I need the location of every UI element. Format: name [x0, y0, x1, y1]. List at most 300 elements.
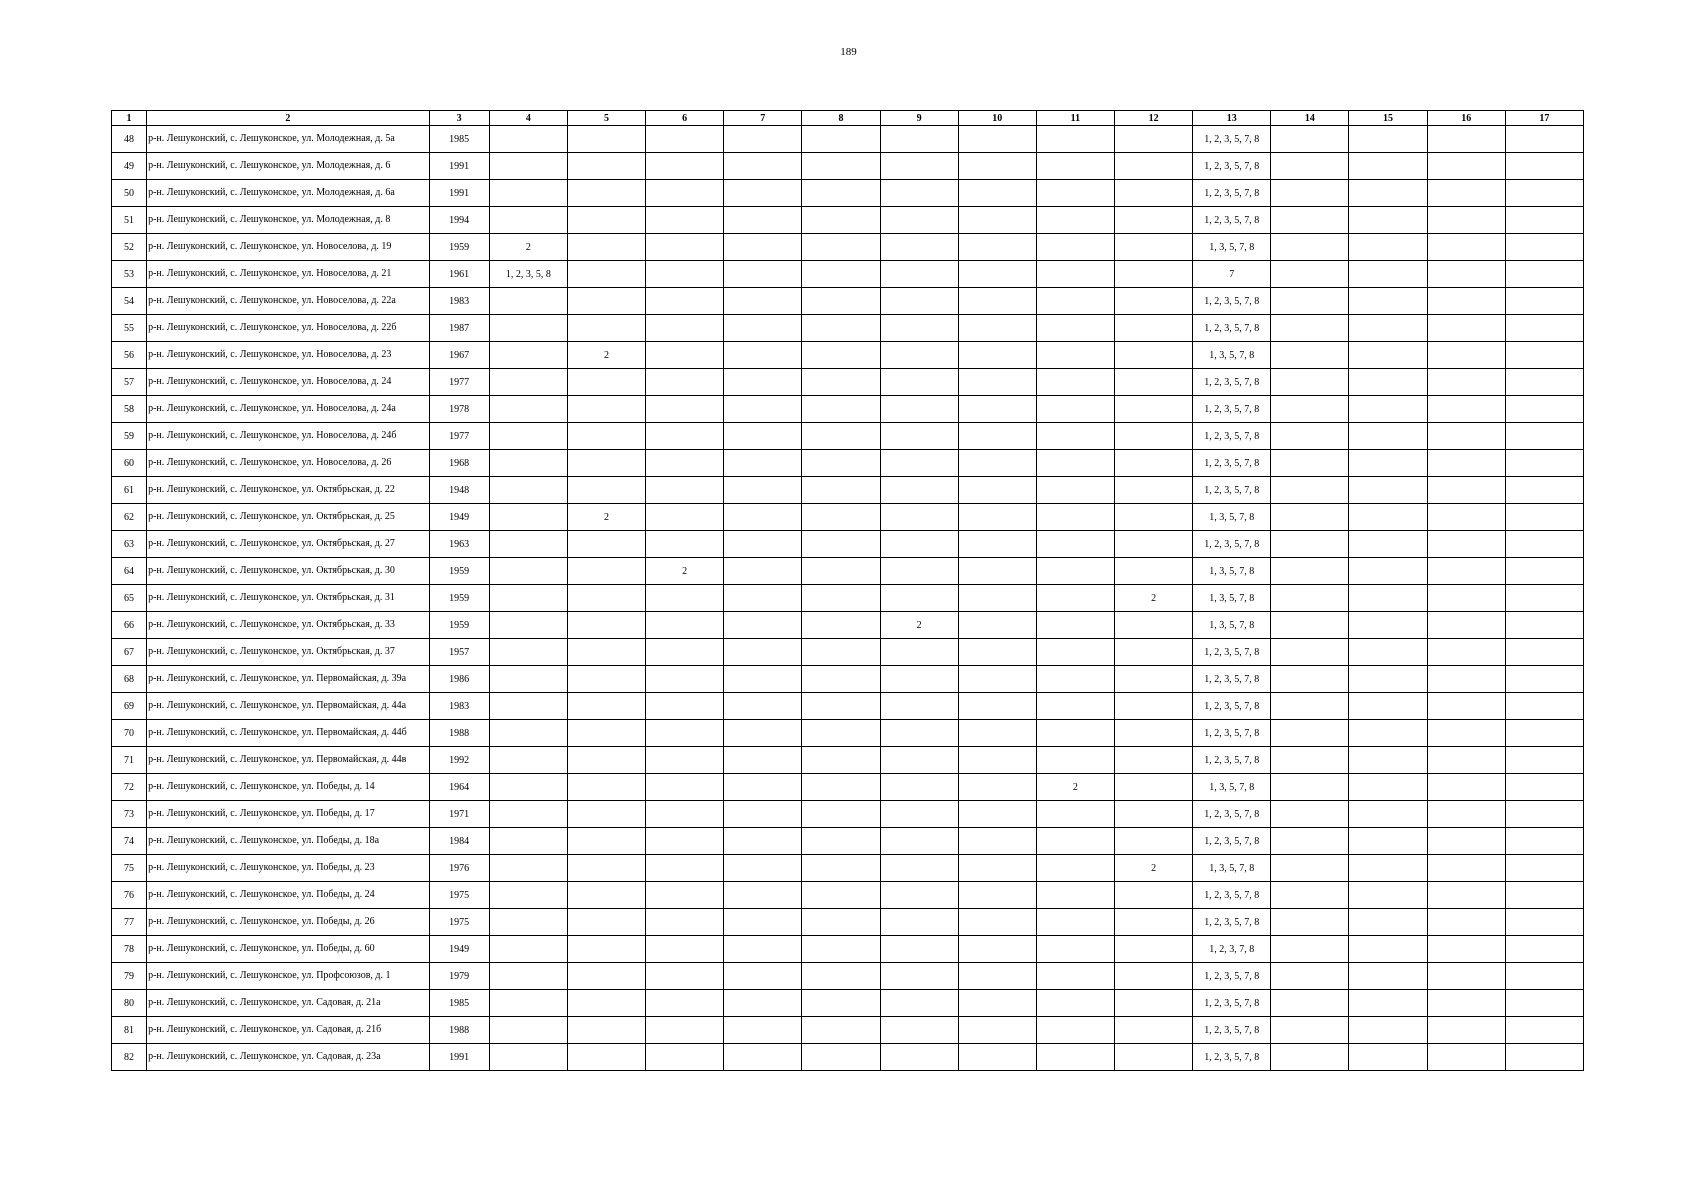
cell-col-13: 1, 2, 3, 5, 7, 8 [1193, 207, 1271, 234]
cell-col-7 [724, 1044, 802, 1071]
cell-col-17 [1505, 126, 1583, 153]
cell-col-16 [1427, 855, 1505, 882]
cell-col-11 [1036, 261, 1114, 288]
cell-col-5 [567, 990, 645, 1017]
cell-col-11 [1036, 477, 1114, 504]
column-header: 11 [1036, 111, 1114, 126]
row-number-cell: 61 [112, 477, 147, 504]
cell-col-16 [1427, 315, 1505, 342]
year-cell: 1963 [429, 531, 489, 558]
cell-col-12 [1114, 450, 1192, 477]
column-header: 10 [958, 111, 1036, 126]
cell-col-7 [724, 180, 802, 207]
cell-col-14 [1271, 531, 1349, 558]
cell-col-13: 1, 2, 3, 5, 7, 8 [1193, 531, 1271, 558]
cell-col-12 [1114, 342, 1192, 369]
column-header: 16 [1427, 111, 1505, 126]
row-number-cell: 52 [112, 234, 147, 261]
cell-col-9 [880, 288, 958, 315]
cell-col-5 [567, 315, 645, 342]
cell-col-13: 7 [1193, 261, 1271, 288]
cell-col-14 [1271, 558, 1349, 585]
cell-col-17 [1505, 612, 1583, 639]
cell-col-6 [646, 207, 724, 234]
cell-col-4: 2 [489, 234, 567, 261]
cell-col-8 [802, 747, 880, 774]
table-row [112, 396, 1584, 423]
cell-col-17 [1505, 288, 1583, 315]
cell-col-6 [646, 936, 724, 963]
row-number-cell: 50 [112, 180, 147, 207]
cell-col-6 [646, 801, 724, 828]
cell-col-8 [802, 531, 880, 558]
year-cell: 1959 [429, 234, 489, 261]
year-cell: 1985 [429, 990, 489, 1017]
cell-col-9 [880, 585, 958, 612]
cell-col-6 [646, 477, 724, 504]
address-cell: р-н. Лешуконский, с. Лешуконское, ул. Октябрьская, д. 33 [147, 612, 430, 639]
cell-col-12: 2 [1114, 855, 1192, 882]
cell-col-13: 1, 3, 5, 7, 8 [1193, 234, 1271, 261]
cell-col-16 [1427, 504, 1505, 531]
cell-col-16 [1427, 126, 1505, 153]
cell-col-4 [489, 288, 567, 315]
cell-col-5 [567, 774, 645, 801]
address-cell: р-н. Лешуконский, с. Лешуконское, ул. Первомайская, д. 44а [147, 693, 430, 720]
cell-col-10 [958, 828, 1036, 855]
cell-col-7 [724, 396, 802, 423]
cell-col-17 [1505, 585, 1583, 612]
table-row [112, 612, 1584, 639]
cell-col-14 [1271, 126, 1349, 153]
table-row [112, 153, 1584, 180]
cell-col-11 [1036, 288, 1114, 315]
cell-col-6 [646, 450, 724, 477]
cell-col-9 [880, 990, 958, 1017]
address-cell: р-н. Лешуконский, с. Лешуконское, ул. Новоселова, д. 23 [147, 342, 430, 369]
cell-col-16 [1427, 180, 1505, 207]
cell-col-14 [1271, 153, 1349, 180]
year-cell: 1984 [429, 828, 489, 855]
cell-col-9 [880, 666, 958, 693]
cell-col-17 [1505, 369, 1583, 396]
cell-col-11 [1036, 747, 1114, 774]
row-number-cell: 57 [112, 369, 147, 396]
cell-col-8 [802, 1017, 880, 1044]
cell-col-5 [567, 936, 645, 963]
cell-col-16 [1427, 693, 1505, 720]
cell-col-15 [1349, 180, 1427, 207]
address-cell: р-н. Лешуконский, с. Лешуконское, ул. Новоселова, д. 26 [147, 450, 430, 477]
cell-col-17 [1505, 909, 1583, 936]
cell-col-13: 1, 2, 3, 5, 7, 8 [1193, 990, 1271, 1017]
table-row [112, 855, 1584, 882]
cell-col-10 [958, 612, 1036, 639]
row-number-cell: 53 [112, 261, 147, 288]
cell-col-16 [1427, 585, 1505, 612]
cell-col-15 [1349, 450, 1427, 477]
cell-col-15 [1349, 612, 1427, 639]
cell-col-13: 1, 2, 3, 5, 7, 8 [1193, 288, 1271, 315]
cell-col-10 [958, 720, 1036, 747]
cell-col-11 [1036, 612, 1114, 639]
cell-col-4 [489, 747, 567, 774]
column-header: 12 [1114, 111, 1192, 126]
column-header: 9 [880, 111, 958, 126]
cell-col-4 [489, 828, 567, 855]
cell-col-12 [1114, 477, 1192, 504]
cell-col-14 [1271, 666, 1349, 693]
table-row [112, 585, 1584, 612]
year-cell: 1991 [429, 1044, 489, 1071]
address-cell: р-н. Лешуконский, с. Лешуконское, ул. Новоселова, д. 24 [147, 369, 430, 396]
cell-col-9 [880, 342, 958, 369]
cell-col-7 [724, 909, 802, 936]
cell-col-16 [1427, 369, 1505, 396]
cell-col-16 [1427, 153, 1505, 180]
cell-col-17 [1505, 882, 1583, 909]
row-number-cell: 67 [112, 639, 147, 666]
cell-col-6 [646, 909, 724, 936]
row-number-cell: 81 [112, 1017, 147, 1044]
cell-col-11 [1036, 153, 1114, 180]
cell-col-14 [1271, 315, 1349, 342]
cell-col-12 [1114, 234, 1192, 261]
year-cell: 1983 [429, 288, 489, 315]
column-header: 6 [646, 111, 724, 126]
cell-col-13: 1, 2, 3, 5, 7, 8 [1193, 450, 1271, 477]
cell-col-10 [958, 126, 1036, 153]
cell-col-12 [1114, 639, 1192, 666]
cell-col-16 [1427, 747, 1505, 774]
cell-col-14 [1271, 828, 1349, 855]
cell-col-15 [1349, 153, 1427, 180]
address-cell: р-н. Лешуконский, с. Лешуконское, ул. Новоселова, д. 22а [147, 288, 430, 315]
cell-col-14 [1271, 612, 1349, 639]
cell-col-15 [1349, 1017, 1427, 1044]
cell-col-7 [724, 774, 802, 801]
cell-col-9 [880, 720, 958, 747]
cell-col-8 [802, 990, 880, 1017]
cell-col-4 [489, 126, 567, 153]
cell-col-5 [567, 261, 645, 288]
cell-col-16 [1427, 801, 1505, 828]
address-cell: р-н. Лешуконский, с. Лешуконское, ул. Новоселова, д. 19 [147, 234, 430, 261]
cell-col-17 [1505, 153, 1583, 180]
cell-col-9 [880, 315, 958, 342]
cell-col-15 [1349, 558, 1427, 585]
cell-col-12 [1114, 369, 1192, 396]
year-cell: 1988 [429, 1017, 489, 1044]
row-number-cell: 51 [112, 207, 147, 234]
cell-col-10 [958, 261, 1036, 288]
cell-col-7 [724, 153, 802, 180]
column-header: 3 [429, 111, 489, 126]
cell-col-10 [958, 666, 1036, 693]
cell-col-10 [958, 855, 1036, 882]
cell-col-6 [646, 963, 724, 990]
cell-col-6 [646, 828, 724, 855]
address-cell: р-н. Лешуконский, с. Лешуконское, ул. Октябрьская, д. 25 [147, 504, 430, 531]
cell-col-7 [724, 342, 802, 369]
cell-col-10 [958, 477, 1036, 504]
cell-col-14 [1271, 963, 1349, 990]
cell-col-15 [1349, 639, 1427, 666]
table-row [112, 990, 1584, 1017]
cell-col-14 [1271, 585, 1349, 612]
cell-col-6 [646, 234, 724, 261]
cell-col-16 [1427, 639, 1505, 666]
cell-col-17 [1505, 693, 1583, 720]
cell-col-13: 1, 2, 3, 5, 7, 8 [1193, 909, 1271, 936]
cell-col-17 [1505, 450, 1583, 477]
cell-col-10 [958, 747, 1036, 774]
cell-col-4 [489, 612, 567, 639]
cell-col-17 [1505, 342, 1583, 369]
cell-col-11 [1036, 423, 1114, 450]
cell-col-9 [880, 558, 958, 585]
cell-col-4 [489, 531, 567, 558]
cell-col-6 [646, 180, 724, 207]
cell-col-15 [1349, 801, 1427, 828]
cell-col-15 [1349, 990, 1427, 1017]
cell-col-16 [1427, 234, 1505, 261]
cell-col-7 [724, 207, 802, 234]
cell-col-12 [1114, 180, 1192, 207]
cell-col-4 [489, 558, 567, 585]
cell-col-11 [1036, 693, 1114, 720]
row-number-cell: 78 [112, 936, 147, 963]
cell-col-6 [646, 342, 724, 369]
cell-col-8 [802, 369, 880, 396]
cell-col-9 [880, 936, 958, 963]
column-header: 8 [802, 111, 880, 126]
cell-col-6 [646, 666, 724, 693]
row-number-cell: 56 [112, 342, 147, 369]
cell-col-16 [1427, 990, 1505, 1017]
cell-col-12 [1114, 612, 1192, 639]
cell-col-5 [567, 693, 645, 720]
cell-col-14 [1271, 234, 1349, 261]
cell-col-15 [1349, 720, 1427, 747]
cell-col-15 [1349, 828, 1427, 855]
cell-col-6 [646, 612, 724, 639]
cell-col-12 [1114, 882, 1192, 909]
cell-col-11 [1036, 801, 1114, 828]
row-number-cell: 77 [112, 909, 147, 936]
cell-col-17 [1505, 963, 1583, 990]
cell-col-7 [724, 828, 802, 855]
cell-col-7 [724, 801, 802, 828]
cell-col-12 [1114, 801, 1192, 828]
cell-col-17 [1505, 261, 1583, 288]
cell-col-8 [802, 180, 880, 207]
year-cell: 1949 [429, 504, 489, 531]
cell-col-4 [489, 315, 567, 342]
cell-col-16 [1427, 909, 1505, 936]
cell-col-14 [1271, 720, 1349, 747]
row-number-cell: 54 [112, 288, 147, 315]
cell-col-8 [802, 315, 880, 342]
cell-col-6 [646, 693, 724, 720]
cell-col-9 [880, 774, 958, 801]
cell-col-14 [1271, 1044, 1349, 1071]
cell-col-5 [567, 477, 645, 504]
cell-col-13: 1, 2, 3, 5, 7, 8 [1193, 720, 1271, 747]
cell-col-10 [958, 180, 1036, 207]
cell-col-5 [567, 423, 645, 450]
cell-col-7 [724, 720, 802, 747]
cell-col-17 [1505, 234, 1583, 261]
address-cell: р-н. Лешуконский, с. Лешуконское, ул. Молодежная, д. 6а [147, 180, 430, 207]
cell-col-13: 1, 3, 5, 7, 8 [1193, 342, 1271, 369]
cell-col-9 [880, 153, 958, 180]
column-header: 13 [1193, 111, 1271, 126]
column-header: 15 [1349, 111, 1427, 126]
cell-col-4 [489, 774, 567, 801]
cell-col-8 [802, 234, 880, 261]
cell-col-15 [1349, 261, 1427, 288]
cell-col-5 [567, 828, 645, 855]
cell-col-15 [1349, 531, 1427, 558]
cell-col-9 [880, 207, 958, 234]
table-header-row [112, 111, 1584, 126]
address-cell: р-н. Лешуконский, с. Лешуконское, ул. Новоселова, д. 21 [147, 261, 430, 288]
cell-col-8 [802, 693, 880, 720]
cell-col-15 [1349, 342, 1427, 369]
cell-col-14 [1271, 369, 1349, 396]
row-number-cell: 64 [112, 558, 147, 585]
cell-col-7 [724, 585, 802, 612]
cell-col-4 [489, 369, 567, 396]
cell-col-17 [1505, 801, 1583, 828]
year-cell: 1959 [429, 612, 489, 639]
cell-col-14 [1271, 450, 1349, 477]
cell-col-13: 1, 2, 3, 5, 7, 8 [1193, 963, 1271, 990]
cell-col-12 [1114, 261, 1192, 288]
cell-col-16 [1427, 882, 1505, 909]
cell-col-14 [1271, 423, 1349, 450]
address-cell: р-н. Лешуконский, с. Лешуконское, ул. Победы, д. 17 [147, 801, 430, 828]
cell-col-6 [646, 882, 724, 909]
cell-col-4 [489, 342, 567, 369]
cell-col-6 [646, 369, 724, 396]
cell-col-14 [1271, 774, 1349, 801]
row-number-cell: 71 [112, 747, 147, 774]
cell-col-12 [1114, 207, 1192, 234]
cell-col-6 [646, 774, 724, 801]
cell-col-17 [1505, 1017, 1583, 1044]
cell-col-6 [646, 1044, 724, 1071]
table-body [112, 126, 1584, 1071]
cell-col-10 [958, 450, 1036, 477]
cell-col-15 [1349, 207, 1427, 234]
year-cell: 1949 [429, 936, 489, 963]
cell-col-12 [1114, 747, 1192, 774]
cell-col-7 [724, 126, 802, 153]
cell-col-13: 1, 2, 3, 5, 7, 8 [1193, 396, 1271, 423]
cell-col-4 [489, 882, 567, 909]
cell-col-14 [1271, 747, 1349, 774]
cell-col-10 [958, 288, 1036, 315]
cell-col-11: 2 [1036, 774, 1114, 801]
cell-col-16 [1427, 666, 1505, 693]
cell-col-6 [646, 396, 724, 423]
cell-col-12 [1114, 504, 1192, 531]
cell-col-10 [958, 693, 1036, 720]
cell-col-7 [724, 504, 802, 531]
cell-col-15 [1349, 963, 1427, 990]
cell-col-15 [1349, 693, 1427, 720]
table-row [112, 639, 1584, 666]
cell-col-8 [802, 909, 880, 936]
cell-col-14 [1271, 342, 1349, 369]
cell-col-14 [1271, 261, 1349, 288]
cell-col-8 [802, 477, 880, 504]
cell-col-6 [646, 315, 724, 342]
cell-col-17 [1505, 666, 1583, 693]
cell-col-8 [802, 126, 880, 153]
table-row [112, 1044, 1584, 1071]
cell-col-7 [724, 855, 802, 882]
address-cell: р-н. Лешуконский, с. Лешуконское, ул. Октябрьская, д. 22 [147, 477, 430, 504]
cell-col-10 [958, 801, 1036, 828]
cell-col-11 [1036, 234, 1114, 261]
cell-col-17 [1505, 504, 1583, 531]
cell-col-10 [958, 342, 1036, 369]
address-cell: р-н. Лешуконский, с. Лешуконское, ул. Победы, д. 24 [147, 882, 430, 909]
cell-col-13: 1, 2, 3, 5, 7, 8 [1193, 882, 1271, 909]
cell-col-11 [1036, 639, 1114, 666]
cell-col-9 [880, 396, 958, 423]
cell-col-11 [1036, 504, 1114, 531]
year-cell: 1991 [429, 180, 489, 207]
cell-col-9 [880, 531, 958, 558]
cell-col-16 [1427, 720, 1505, 747]
cell-col-5 [567, 801, 645, 828]
year-cell: 1957 [429, 639, 489, 666]
cell-col-6 [646, 639, 724, 666]
year-cell: 1975 [429, 909, 489, 936]
cell-col-11 [1036, 936, 1114, 963]
cell-col-7 [724, 288, 802, 315]
row-number-cell: 58 [112, 396, 147, 423]
cell-col-10 [958, 774, 1036, 801]
cell-col-16 [1427, 207, 1505, 234]
cell-col-7 [724, 936, 802, 963]
cell-col-10 [958, 315, 1036, 342]
cell-col-9 [880, 180, 958, 207]
row-number-cell: 72 [112, 774, 147, 801]
cell-col-7 [724, 261, 802, 288]
cell-col-9 [880, 855, 958, 882]
year-cell: 1987 [429, 315, 489, 342]
cell-col-10 [958, 963, 1036, 990]
year-cell: 1961 [429, 261, 489, 288]
cell-col-13: 1, 2, 3, 5, 7, 8 [1193, 153, 1271, 180]
cell-col-11 [1036, 585, 1114, 612]
cell-col-16 [1427, 531, 1505, 558]
cell-col-11 [1036, 558, 1114, 585]
cell-col-15 [1349, 666, 1427, 693]
table-row [112, 909, 1584, 936]
cell-col-9 [880, 477, 958, 504]
row-number-cell: 65 [112, 585, 147, 612]
cell-col-11 [1036, 666, 1114, 693]
cell-col-17 [1505, 936, 1583, 963]
cell-col-17 [1505, 396, 1583, 423]
address-cell: р-н. Лешуконский, с. Лешуконское, ул. Победы, д. 26 [147, 909, 430, 936]
